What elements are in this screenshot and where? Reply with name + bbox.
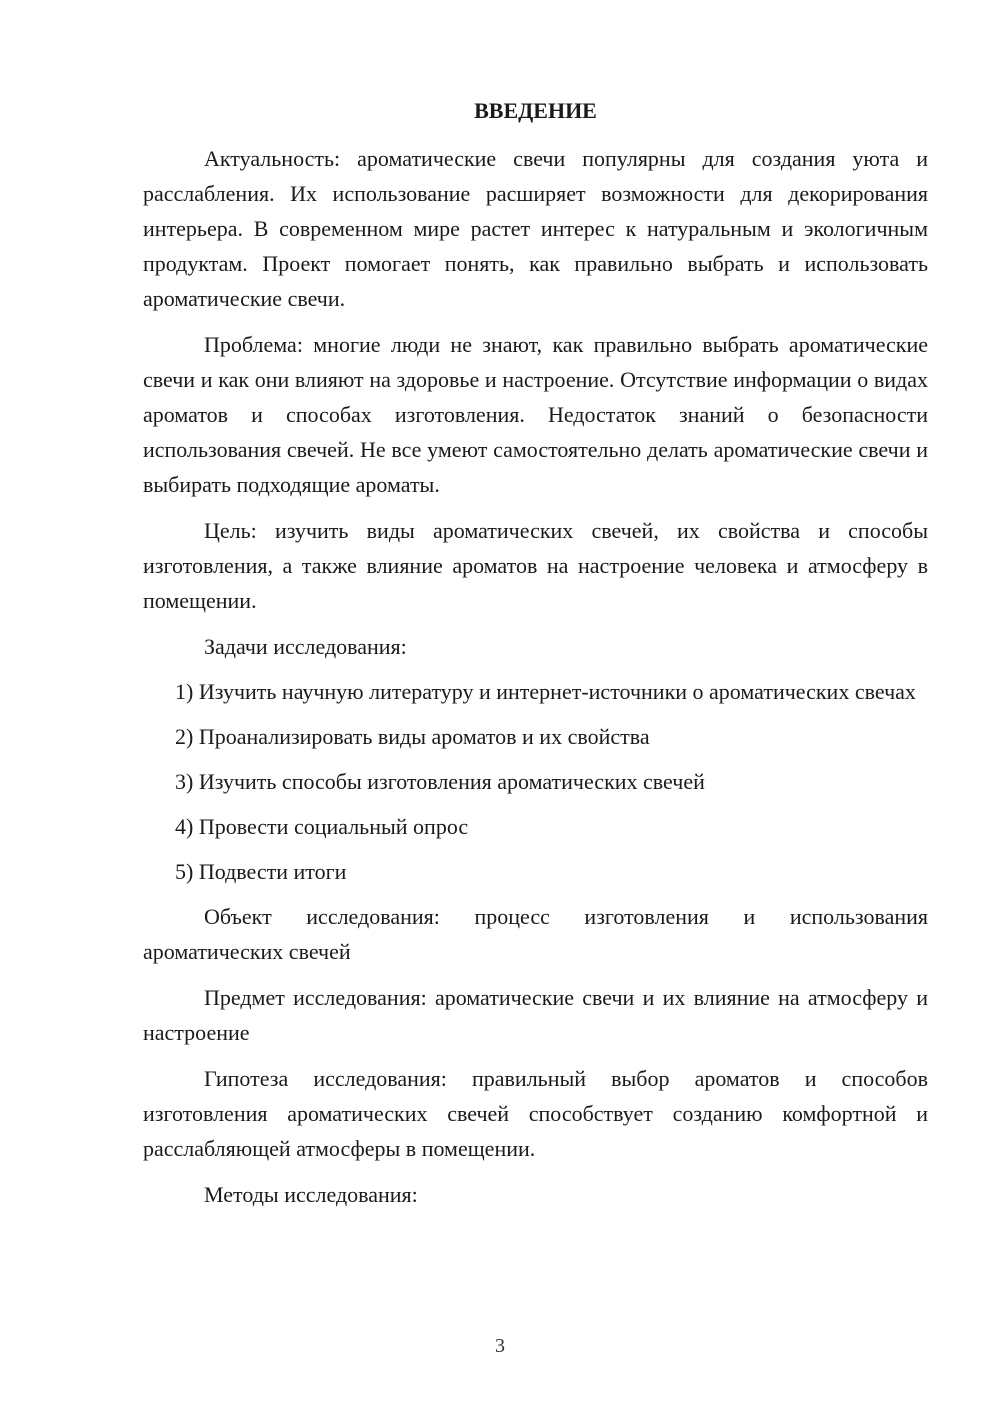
paragraph-relevance: Актуальность: ароматические свечи популярны для создания уюта и расслабления. Их использование расширяет возможности для декорирования интерьера. В современном мире растет интерес к натуральным и экологичным продуктам. Проект помогает понять, как правильно выбрать и использовать ароматические свечи. bbox=[143, 146, 928, 311]
section-title: ВВЕДЕНИЕ bbox=[474, 98, 597, 123]
page-number: 3 bbox=[495, 1335, 505, 1357]
tasks-heading: Задачи исследования: bbox=[204, 634, 407, 659]
methods-heading: Методы исследования: bbox=[204, 1182, 418, 1207]
paragraph-subject: Предмет исследования: ароматические свечи и их влияние на атмосферу и настроение bbox=[143, 985, 928, 1045]
list-item: 2) Проанализировать виды ароматов и их свойства bbox=[175, 724, 650, 749]
list-item: 4) Провести социальный опрос bbox=[175, 814, 469, 839]
list-item: 3) Изучить способы изготовления ароматических свечей bbox=[175, 769, 705, 794]
list-item: 1) Изучить научную литературу и интернет-источники о ароматических свечах bbox=[175, 679, 916, 704]
list-item: 5) Подвести итоги bbox=[175, 859, 347, 884]
paragraph-goal: Цель: изучить виды ароматических свечей, их свойства и способы изготовления, а также влияние ароматов на настроение человека и атмосферу в помещении. bbox=[143, 518, 928, 613]
tasks-list bbox=[143, 674, 928, 889]
paragraph-hypothesis: Гипотеза исследования: правильный выбор ароматов и способов изготовления ароматических свечей способствует созданию комфортной и расслабляющей атмосферы в помещении. bbox=[143, 1066, 928, 1161]
paragraph-problem: Проблема: многие люди не знают, как правильно выбрать ароматические свечи и как они влияют на здоровье и настроение. Отсутствие информации о видах ароматов и способах изготовления. Недостаток знаний о безопасности использования свечей. Не все умеют самостоятельно делать ароматические свечи и выбирать подходящие ароматы. bbox=[143, 332, 928, 497]
paragraph-object: Объект исследования: процесс изготовления и использования ароматических свечей bbox=[143, 904, 928, 964]
document-page bbox=[143, 96, 928, 1222]
